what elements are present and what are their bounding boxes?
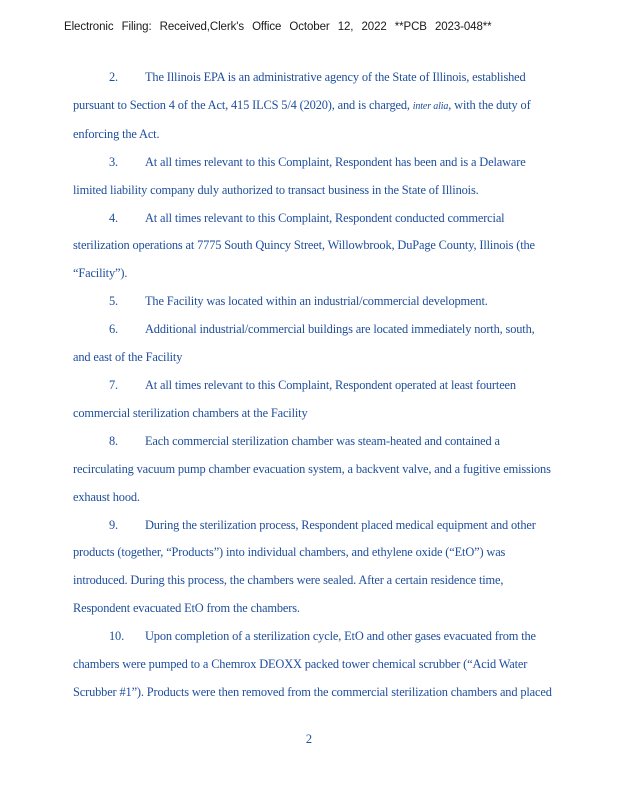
paragraph-number: 10.: [109, 629, 125, 644]
paragraph-number: 5.: [109, 294, 118, 309]
paragraph-number: 6.: [109, 322, 118, 337]
paragraph-8: [73, 428, 553, 512]
paragraph-number: 3.: [109, 154, 118, 169]
paragraph-number: 8.: [109, 433, 118, 448]
paragraph-text: During the sterilization process, Respondent placed medical equipment and other products (together, “Products”) into individual chambers, and ethylene oxide (“EtO”) was introduced. During this process, the chambers were sealed. After a certain residence time, Respondent evacuated EtO from the chambers.: [73, 517, 536, 616]
paragraph-number: 7.: [109, 377, 118, 392]
document-body: [73, 64, 553, 707]
paragraph-italic-text: inter alia: [412, 100, 449, 112]
paragraph-number: 2.: [109, 70, 118, 84]
paragraph-5: [73, 288, 553, 316]
filing-header: Electronic Filing: Received,Clerk's Office October 12, 2022 **PCB 2023-048**: [64, 21, 492, 33]
paragraph-6: [73, 316, 553, 372]
paragraph-9: [73, 512, 553, 624]
paragraph-text: The Facility was located within an industrial/commercial development.: [145, 294, 488, 309]
paragraph-number: 9.: [109, 517, 118, 532]
paragraph-text: Each commercial sterilization chamber was steam-heated and contained a recirculating vacuum pump chamber evacuation system, a backvent valve, and a fugitive emissions exhaust hood.: [73, 433, 551, 504]
paragraph-3: [73, 149, 553, 205]
paragraph-text: Additional industrial/commercial buildings are located immediately north, south, and east of the Facility: [73, 322, 535, 365]
paragraph-text: At all times relevant to this Complaint, Respondent has been and is a Delaware limited liability company duly authorized to transact business in the State of Illinois.: [73, 154, 526, 197]
paragraph-2: [73, 64, 553, 149]
paragraph-7: [73, 372, 553, 428]
paragraph-text: Upon completion of a sterilization cycle, EtO and other gases evacuated from the chambers were pumped to a Chemrox DEOXX packed tower chemical scrubber (“Acid Water Scrubber #1”). Products were then removed from the commercial sterilization chambers and placed: [73, 629, 552, 699]
page-number: 2: [305, 732, 313, 746]
paragraph-text: , with the duty of enforcing the Act.: [73, 97, 531, 141]
paragraph-number: 4.: [109, 210, 118, 225]
paragraph-text: The Illinois EPA is an administrative agency of the State of Illinois, established pursuant to Section 4 of the Act, 415 ILCS 5/4 (2020), and is charged,: [73, 70, 526, 112]
paragraph-4: [73, 205, 553, 289]
paragraph-10: [73, 623, 553, 707]
paragraph-text: At all times relevant to this Complaint, Respondent operated at least fourteen commercial sterilization chambers at the Facility: [73, 377, 516, 420]
paragraph-text: At all times relevant to this Complaint, Respondent conducted commercial sterilization operations at 7775 South Quincy Street, Willowbrook, DuPage County, Illinois (the “Facility”).: [73, 210, 535, 281]
